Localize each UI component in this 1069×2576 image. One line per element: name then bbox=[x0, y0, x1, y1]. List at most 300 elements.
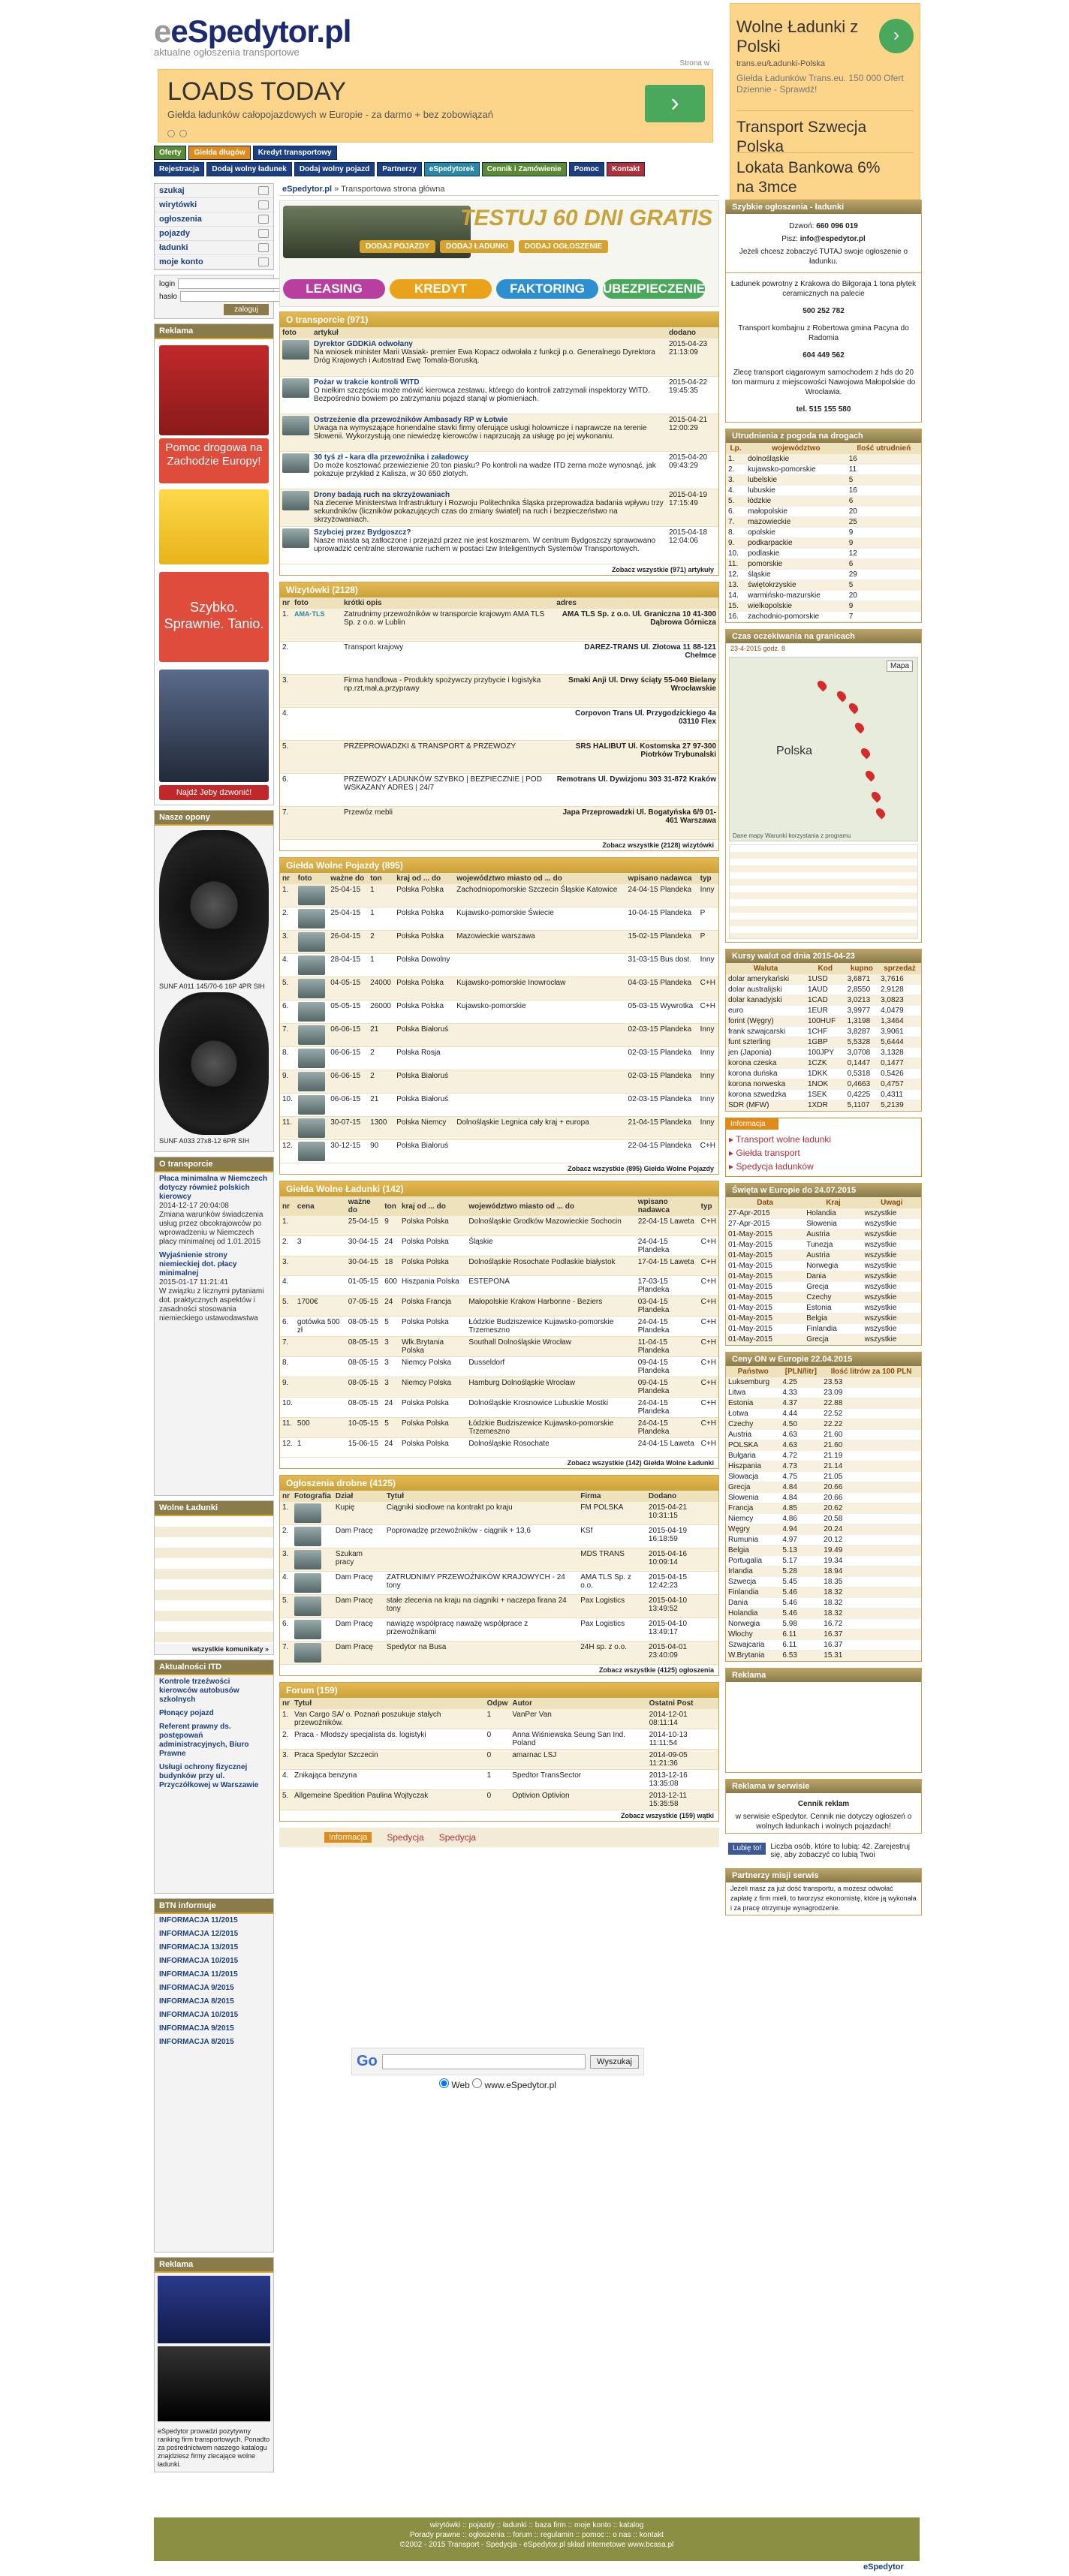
photo-thumb[interactable] bbox=[294, 1620, 321, 1639]
table-row[interactable] bbox=[726, 1556, 921, 1566]
table-row[interactable] bbox=[726, 601, 921, 612]
right-ad-box bbox=[725, 1668, 922, 1773]
table-row[interactable] bbox=[280, 1417, 718, 1437]
table-row[interactable] bbox=[280, 1047, 718, 1070]
table-row[interactable] bbox=[280, 1749, 718, 1769]
table-cell: 2015-04-22 19:45:35 bbox=[667, 376, 718, 414]
company-logo[interactable] bbox=[294, 742, 339, 759]
map-pin-icon[interactable] bbox=[860, 747, 872, 760]
table-row[interactable] bbox=[726, 1608, 921, 1619]
table-row[interactable] bbox=[726, 1335, 921, 1345]
photo-thumb[interactable] bbox=[298, 886, 325, 905]
photo-thumb[interactable] bbox=[298, 1095, 325, 1115]
article-title[interactable]: 30 tyś zł - kara dla przewoźnika i załadowcy bbox=[314, 453, 469, 462]
table-row[interactable] bbox=[280, 1548, 718, 1571]
table-row[interactable] bbox=[280, 807, 718, 840]
table-row[interactable] bbox=[726, 1577, 921, 1587]
table-row[interactable] bbox=[280, 774, 718, 807]
table-row[interactable] bbox=[280, 1094, 718, 1117]
table-cell: 2015-04-21 12:00:29 bbox=[667, 414, 718, 451]
table-row[interactable] bbox=[280, 1377, 718, 1397]
table-row[interactable] bbox=[280, 1437, 718, 1457]
loads-mini-table[interactable] bbox=[155, 1516, 273, 1644]
table-row[interactable] bbox=[726, 570, 921, 580]
right-ad[interactable] bbox=[730, 3, 920, 200]
photo-thumb[interactable] bbox=[294, 1643, 321, 1663]
table-row[interactable] bbox=[726, 507, 921, 517]
tire-label[interactable]: SUNF A011 145/70-6 16P 4PR SIH bbox=[159, 983, 265, 990]
fast-phone: tel. 515 155 580 bbox=[796, 405, 851, 414]
table-row[interactable] bbox=[726, 1324, 921, 1335]
more-link[interactable]: Zobacz wszystkie (2128) wizytówki bbox=[602, 841, 714, 849]
news-item[interactable] bbox=[155, 1172, 273, 1249]
map-type-button[interactable]: Mapa bbox=[887, 661, 913, 672]
table-row[interactable] bbox=[726, 1006, 921, 1016]
column-header: Ilość litrów za 100 PLN bbox=[821, 1366, 921, 1377]
table-row[interactable] bbox=[280, 708, 718, 741]
table-row[interactable] bbox=[280, 931, 718, 954]
news-item[interactable] bbox=[155, 1707, 273, 1720]
table-cell bbox=[292, 1571, 333, 1594]
ad-title[interactable]: Wolne Ładunki z Polski bbox=[736, 17, 859, 56]
table-row[interactable] bbox=[280, 1789, 718, 1810]
border-table bbox=[729, 844, 918, 939]
info-link[interactable]: ▸ Giełda transport bbox=[729, 1148, 800, 1158]
table-row[interactable] bbox=[280, 1571, 718, 1594]
table-row[interactable] bbox=[726, 1619, 921, 1630]
table-cell: 21.19 bbox=[821, 1451, 921, 1461]
photo-thumb[interactable] bbox=[298, 1118, 325, 1138]
promo-button[interactable]: DODAJ OGŁOSZENIE bbox=[519, 240, 608, 253]
photo-thumb[interactable] bbox=[282, 491, 309, 510]
map-pin-icon[interactable] bbox=[864, 769, 877, 782]
map-pin-icon[interactable] bbox=[854, 721, 866, 734]
table-row[interactable] bbox=[726, 1377, 921, 1388]
table-row[interactable] bbox=[726, 995, 921, 1006]
map-pin-icon[interactable] bbox=[836, 690, 848, 703]
company-logo[interactable] bbox=[294, 676, 339, 693]
info-link[interactable]: Spedycja bbox=[438, 1831, 477, 1843]
photo-thumb[interactable] bbox=[282, 340, 309, 360]
table-row[interactable] bbox=[726, 591, 921, 601]
company-logo[interactable] bbox=[294, 643, 339, 660]
table-row[interactable] bbox=[280, 1524, 718, 1548]
table-cell: 26000 bbox=[368, 1001, 394, 1024]
table-row[interactable] bbox=[280, 414, 718, 451]
table-row[interactable] bbox=[280, 1729, 718, 1749]
news-item[interactable] bbox=[155, 1720, 273, 1761]
table-row[interactable] bbox=[726, 580, 921, 591]
news-item[interactable] bbox=[155, 2022, 273, 2036]
article-title[interactable]: Dyrektor GDDKiA odwołany bbox=[314, 340, 413, 348]
table-row[interactable] bbox=[726, 549, 921, 559]
photo-thumb[interactable] bbox=[282, 453, 309, 473]
menu-item[interactable]: Pomoc bbox=[569, 162, 604, 176]
info-link[interactable]: Spedycja bbox=[387, 1831, 424, 1843]
ad-link[interactable]: Transport Szwecja Polska bbox=[736, 119, 867, 155]
table-row[interactable] bbox=[726, 1250, 921, 1261]
table-row[interactable] bbox=[726, 1261, 921, 1271]
table-row[interactable] bbox=[280, 954, 718, 977]
news-item[interactable] bbox=[155, 1995, 273, 2009]
table-row[interactable] bbox=[726, 1451, 921, 1461]
column-header: foto bbox=[292, 597, 342, 609]
info-link[interactable]: ▸ Transport wolne ładunki bbox=[729, 1134, 832, 1145]
company-logo[interactable]: AMA·TLS bbox=[294, 609, 325, 618]
table-row[interactable] bbox=[280, 1356, 718, 1377]
map-pin-icon[interactable] bbox=[870, 790, 883, 803]
news-title: Płonący pojazd bbox=[159, 1709, 214, 1717]
column-header: ważne do bbox=[346, 1196, 383, 1216]
left-nav-item[interactable] bbox=[155, 255, 273, 269]
table-row[interactable] bbox=[280, 526, 718, 564]
table-row[interactable] bbox=[726, 1503, 921, 1514]
table-row[interactable] bbox=[280, 609, 718, 642]
tire-image[interactable] bbox=[159, 992, 269, 1135]
table-row[interactable] bbox=[726, 1282, 921, 1293]
table-row[interactable] bbox=[726, 475, 921, 486]
table-row[interactable] bbox=[726, 1430, 921, 1440]
rescue-ad[interactable] bbox=[155, 339, 273, 805]
photo-thumb[interactable] bbox=[298, 979, 325, 998]
table-cell: Dam Pracę bbox=[333, 1571, 384, 1594]
news-item[interactable] bbox=[155, 1675, 273, 1707]
table-row[interactable] bbox=[280, 1216, 718, 1235]
table-cell: 9 bbox=[382, 1216, 399, 1235]
table-row[interactable] bbox=[726, 528, 921, 538]
table-row[interactable] bbox=[280, 1296, 718, 1316]
table-row[interactable] bbox=[726, 486, 921, 496]
menu-item[interactable]: Kontakt bbox=[607, 162, 645, 176]
article-title[interactable]: Drony badają ruch na skrzyżowaniach bbox=[314, 490, 450, 499]
google-search-input[interactable] bbox=[382, 2054, 586, 2069]
table-row[interactable] bbox=[280, 1709, 718, 1729]
news-item[interactable] bbox=[155, 1955, 273, 1968]
more-link[interactable]: Zobacz wszystkie (4125) ogłoszenia bbox=[598, 1666, 714, 1674]
table-row[interactable] bbox=[726, 1630, 921, 1640]
table-cell: 10. bbox=[726, 549, 745, 559]
table-row[interactable] bbox=[280, 1336, 718, 1356]
photo-thumb[interactable] bbox=[294, 1573, 321, 1593]
table-row[interactable] bbox=[726, 1037, 921, 1048]
table-row[interactable] bbox=[280, 1618, 718, 1641]
login-button[interactable]: zaloguj bbox=[224, 304, 269, 315]
login-box bbox=[154, 275, 274, 319]
table-row[interactable] bbox=[726, 559, 921, 570]
section-header: Reklama bbox=[155, 2258, 273, 2273]
table-row[interactable] bbox=[726, 1016, 921, 1027]
photo-thumb[interactable] bbox=[298, 955, 325, 975]
table-row[interactable] bbox=[726, 454, 921, 465]
left-nav-item[interactable] bbox=[155, 212, 273, 227]
promo-pill[interactable]: LEASING bbox=[283, 279, 385, 299]
table-cell: 2 bbox=[368, 1047, 394, 1070]
left-nav-item[interactable] bbox=[155, 184, 273, 198]
table-cell: 08-05-15 bbox=[346, 1397, 383, 1417]
table-row[interactable] bbox=[726, 1545, 921, 1556]
fb-like-button[interactable]: Lubię to! bbox=[728, 1843, 766, 1855]
menu-item[interactable]: Rejestracja bbox=[154, 162, 204, 176]
footer-brand[interactable]: eSpedytor bbox=[863, 2562, 904, 2571]
partner-banner[interactable] bbox=[158, 2346, 270, 2421]
table-cell bbox=[292, 642, 342, 675]
table-row[interactable] bbox=[280, 1275, 718, 1296]
table-cell: 16.37 bbox=[821, 1630, 921, 1640]
photo-thumb[interactable] bbox=[294, 1527, 321, 1546]
table-row[interactable] bbox=[726, 1208, 921, 1219]
news-item[interactable] bbox=[155, 2036, 273, 2049]
table-cell: 24000 bbox=[368, 977, 394, 1001]
table-row[interactable] bbox=[726, 1314, 921, 1324]
table-row[interactable] bbox=[726, 496, 921, 507]
photo-thumb[interactable] bbox=[298, 1002, 325, 1022]
tire-label[interactable]: SUNF A033 27x8-12 6PR SIH bbox=[159, 1137, 250, 1145]
table-row[interactable] bbox=[280, 1641, 718, 1664]
border-map[interactable] bbox=[729, 657, 918, 841]
table-row[interactable] bbox=[726, 1293, 921, 1303]
more-link[interactable]: Zobacz wszystkie (159) wątki bbox=[620, 1811, 714, 1819]
table-cell: dolar australijski bbox=[726, 985, 806, 995]
table-row[interactable] bbox=[726, 1090, 921, 1100]
table-row[interactable] bbox=[280, 1235, 718, 1256]
email-link[interactable]: info@espedytor.pl bbox=[799, 235, 866, 243]
breadcrumb-home[interactable]: eSpedytor.pl bbox=[282, 185, 333, 194]
table-row[interactable] bbox=[726, 1514, 921, 1524]
more-link[interactable]: Zobacz wszystkie (142) Giełda Wolne Ładunki bbox=[567, 1458, 714, 1467]
table-cell: 3. bbox=[280, 931, 296, 954]
table-row[interactable] bbox=[280, 489, 718, 526]
table-row[interactable] bbox=[280, 1769, 718, 1789]
ad-arrow-icon[interactable]: › bbox=[879, 19, 914, 53]
table-row[interactable] bbox=[726, 1069, 921, 1079]
article-title[interactable]: Ostrzeżenie dla przewoźników Ambasady RP w Łotwie bbox=[314, 415, 508, 424]
table-row[interactable] bbox=[280, 1316, 718, 1336]
promo-pill[interactable]: UBEZPIECZENIE bbox=[603, 279, 705, 299]
news-item[interactable] bbox=[155, 1761, 273, 1792]
table-cell: Dolnośląskie Krosnowice Lubuskie Mostki bbox=[466, 1397, 635, 1417]
table-row[interactable] bbox=[280, 339, 718, 376]
more-link[interactable]: Zobacz wszystkie (971) artykuły bbox=[611, 565, 714, 573]
column-header: Fotografia bbox=[292, 1491, 333, 1502]
table-row[interactable] bbox=[726, 1566, 921, 1577]
article-title[interactable]: Szybciej przez Bydgoszcz? bbox=[314, 528, 411, 537]
footer-links[interactable]: wirytówki :: pojazdy :: ładunki :: baza firm :: moje konto :: katalog bbox=[429, 2521, 644, 2529]
news-title: Kontrole trzeźwości kierowców autobusów szkolnych bbox=[159, 1678, 239, 1704]
table-row[interactable] bbox=[726, 1219, 921, 1229]
menu-item[interactable]: Kredyt transportowy bbox=[253, 146, 337, 160]
dot-icon[interactable] bbox=[179, 130, 187, 137]
table-row[interactable] bbox=[280, 376, 718, 414]
menu-item[interactable]: Dodaj wolny pojazd bbox=[294, 162, 375, 176]
menu-item[interactable]: Giełda długów bbox=[188, 146, 250, 160]
fast-ad: Ładunek powrotny z Krakowa do Biłgoraja 1 tona płytek ceramicznych na palecie bbox=[730, 280, 917, 298]
table-row[interactable] bbox=[726, 1058, 921, 1069]
dot-icon[interactable] bbox=[167, 130, 175, 137]
table-cell: 5. bbox=[726, 496, 745, 507]
table-cell: 24-04-15 Plandeka bbox=[636, 1397, 699, 1417]
left-nav-item[interactable] bbox=[155, 241, 273, 255]
table-row[interactable] bbox=[726, 517, 921, 528]
photo-thumb[interactable] bbox=[298, 1072, 325, 1091]
table-cell: 4.44 bbox=[780, 1409, 821, 1419]
left-nav-item[interactable] bbox=[155, 227, 273, 241]
photo-thumb[interactable] bbox=[294, 1550, 321, 1569]
table-cell: 2015-04-10 13:49:17 bbox=[646, 1618, 718, 1641]
table-row[interactable] bbox=[726, 1079, 921, 1090]
table-row[interactable] bbox=[726, 1598, 921, 1608]
news-item[interactable] bbox=[155, 2009, 273, 2022]
company-logo[interactable] bbox=[294, 775, 339, 792]
table-row[interactable] bbox=[726, 1027, 921, 1037]
table-row[interactable] bbox=[280, 1256, 718, 1275]
photo-thumb[interactable] bbox=[294, 1503, 321, 1523]
table-row[interactable] bbox=[726, 1100, 921, 1111]
photo-thumb[interactable] bbox=[282, 416, 309, 435]
news-item[interactable] bbox=[155, 1249, 273, 1326]
ad-arrow-icon[interactable]: › bbox=[645, 85, 705, 122]
table-cell: P bbox=[698, 931, 718, 954]
table-cell bbox=[296, 1047, 329, 1070]
table-row[interactable] bbox=[280, 1397, 718, 1417]
map-pin-icon[interactable] bbox=[848, 702, 860, 715]
radio-site[interactable] bbox=[472, 2078, 482, 2088]
photo-thumb[interactable] bbox=[294, 1596, 321, 1616]
promo-button[interactable]: DODAJ POJAZDY bbox=[360, 240, 435, 253]
photo-thumb[interactable] bbox=[298, 1025, 325, 1045]
table-row[interactable] bbox=[726, 1271, 921, 1282]
site-logo[interactable] bbox=[154, 14, 357, 66]
table-row[interactable] bbox=[280, 907, 718, 931]
article-title[interactable]: Pożar w trakcie kontroli WITD bbox=[314, 378, 420, 387]
table-row[interactable] bbox=[280, 884, 718, 907]
holidays-box bbox=[725, 1183, 922, 1346]
table-row[interactable] bbox=[726, 1482, 921, 1493]
table-row[interactable] bbox=[726, 1419, 921, 1430]
table-row[interactable] bbox=[280, 977, 718, 1001]
company-address: Remotrans Ul. Dywizjonu 303 31-872 Kraków bbox=[556, 775, 716, 784]
table-row[interactable] bbox=[726, 1303, 921, 1314]
table-row[interactable] bbox=[280, 1140, 718, 1163]
promo-button[interactable]: DODAJ ŁADUNKI bbox=[440, 240, 514, 253]
menu-item[interactable]: Cennik i Zamówienie bbox=[482, 162, 567, 176]
top-ad-banner[interactable] bbox=[158, 59, 713, 143]
ad-desc: Giełda Ładunków Trans.eu. 150 000 Ofert Dziennie - Sprawdź! bbox=[736, 73, 904, 95]
table-row[interactable] bbox=[726, 1398, 921, 1409]
table-row[interactable] bbox=[726, 1440, 921, 1451]
table-row[interactable] bbox=[280, 1502, 718, 1525]
footer-links[interactable]: Porady prawne :: ogłoszenia :: forum :: regulamin :: pomoc :: o nas :: kontakt bbox=[410, 2531, 664, 2539]
table-cell: 4.84 bbox=[780, 1493, 821, 1503]
table-row[interactable] bbox=[726, 1535, 921, 1545]
table-row[interactable] bbox=[280, 1594, 718, 1618]
table-row[interactable] bbox=[726, 1229, 921, 1240]
menu-item[interactable]: Dodaj wolny ładunek bbox=[206, 162, 291, 176]
photo-thumb[interactable] bbox=[282, 378, 309, 398]
tire-image[interactable] bbox=[159, 830, 269, 980]
table-row[interactable] bbox=[280, 741, 718, 774]
table-row[interactable] bbox=[726, 974, 921, 985]
company-logo[interactable] bbox=[294, 709, 339, 726]
table-cell: Anna Wiśniewska Seung San Ind. Poland bbox=[510, 1729, 646, 1749]
menu-item[interactable]: eSpedytorek bbox=[424, 162, 480, 176]
news-item[interactable] bbox=[155, 1982, 273, 1995]
table-row[interactable] bbox=[280, 1001, 718, 1024]
menu-item[interactable]: Partnerzy bbox=[377, 162, 422, 176]
table-row[interactable] bbox=[280, 675, 718, 708]
table-row[interactable] bbox=[280, 451, 718, 489]
more-link[interactable]: wszystkie komunikaty » bbox=[191, 1645, 269, 1653]
ad-cta[interactable]: Najdź Jeby dzwonić! bbox=[159, 785, 269, 800]
table-row[interactable] bbox=[726, 1472, 921, 1482]
center-column bbox=[279, 183, 719, 1847]
photo-thumb[interactable] bbox=[282, 528, 309, 548]
promo-pill[interactable]: KREDYT bbox=[390, 279, 492, 299]
table-row[interactable] bbox=[726, 1409, 921, 1419]
table-row[interactable] bbox=[726, 1240, 921, 1250]
table-cell: 1SEK bbox=[806, 1090, 845, 1100]
table-header bbox=[280, 1491, 718, 1502]
table-row[interactable] bbox=[280, 1024, 718, 1047]
table-row[interactable] bbox=[726, 465, 921, 475]
table-row[interactable] bbox=[726, 612, 921, 622]
table-cell: C+H bbox=[698, 1001, 718, 1024]
table-row[interactable] bbox=[726, 985, 921, 995]
photo-thumb[interactable] bbox=[298, 932, 325, 952]
table-row[interactable] bbox=[726, 1493, 921, 1503]
table-row[interactable] bbox=[280, 1117, 718, 1140]
photo-thumb[interactable] bbox=[298, 909, 325, 928]
table-row[interactable] bbox=[280, 642, 718, 675]
map-pin-icon[interactable] bbox=[875, 807, 887, 820]
news-item[interactable] bbox=[155, 1927, 273, 1941]
table-row[interactable] bbox=[280, 1070, 718, 1094]
radio-web[interactable] bbox=[439, 2078, 449, 2088]
news-item[interactable] bbox=[155, 1968, 273, 1982]
more-link[interactable]: Zobacz wszystkie (895) Giełda Wolne Pojazdy bbox=[568, 1165, 714, 1172]
promo-pill[interactable]: FAKTORING bbox=[496, 279, 598, 299]
table-row[interactable] bbox=[726, 1640, 921, 1651]
table-cell: 12. bbox=[726, 570, 745, 580]
table-cell: 2015-04-10 13:49:52 bbox=[646, 1594, 718, 1618]
table-row[interactable] bbox=[726, 1388, 921, 1398]
info-link[interactable]: ▸ Spedycja ładunków bbox=[729, 1161, 814, 1172]
photo-thumb[interactable] bbox=[298, 1142, 325, 1161]
table-row[interactable] bbox=[726, 1048, 921, 1058]
news-item[interactable] bbox=[155, 1941, 273, 1955]
partner-banner[interactable] bbox=[158, 2276, 270, 2343]
table-cell: P bbox=[698, 907, 718, 931]
pricing-link[interactable]: Cennik reklam bbox=[797, 1800, 850, 1808]
ad-image bbox=[159, 670, 269, 782]
table-row[interactable] bbox=[726, 1587, 921, 1598]
google-search-button[interactable]: Wyszukaj bbox=[590, 2055, 639, 2069]
map-pin-icon[interactable] bbox=[816, 679, 829, 692]
table-row[interactable] bbox=[726, 1651, 921, 1661]
table-row[interactable] bbox=[726, 538, 921, 549]
company-logo[interactable] bbox=[294, 808, 339, 825]
table-row[interactable] bbox=[726, 1524, 921, 1535]
ad-image bbox=[159, 345, 269, 435]
ad-link[interactable]: Lokata Bankowa 6% na 3mce bbox=[736, 159, 881, 196]
news-item[interactable] bbox=[155, 1914, 273, 1927]
table-cell: Inny bbox=[698, 954, 718, 977]
photo-thumb[interactable] bbox=[298, 1049, 325, 1068]
table-cell: 4.72 bbox=[780, 1451, 821, 1461]
table-row[interactable] bbox=[726, 1461, 921, 1472]
left-nav-item[interactable] bbox=[155, 198, 273, 212]
promo-banner[interactable] bbox=[279, 200, 719, 307]
menu-item[interactable]: Oferty bbox=[154, 146, 186, 160]
